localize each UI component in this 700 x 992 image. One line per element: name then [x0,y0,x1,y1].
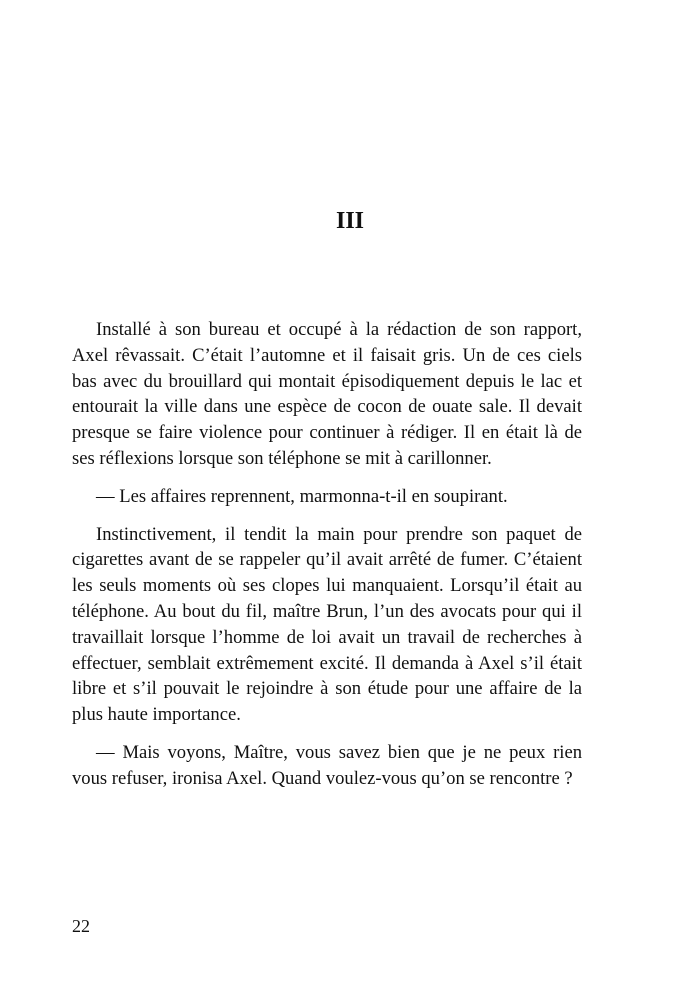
paragraph: Instinctivement, il tendit la main pour prendre son paquet de cigarettes avant de se rappeler qu’il avait arrêté de fumer. C’étaient les seuls moments où ses clopes lui manquaient. Lorsqu’il était au téléphone. Au bout du fil, maître Brun, l’un des avocats pour qui il travaillait lorsque l’homme de loi avait un travail de recherches à effectuer, semblait extrêmement excité. Il demanda à Axel s’il était libre et s’il pouvait le rejoindre à son étude pour une affaire de la plus haute importance. [72,523,582,726]
page-number: 22 [72,916,90,936]
paragraph: — Mais voyons, Maître, vous savez bien que je ne peux rien vous refuser, ironisa Axel. Quand voulez-vous qu’on se rencontre ? [72,741,582,789]
chapter-title: III [335,208,365,234]
paragraph: — Les affaires reprennent, marmonna-t-il en soupirant. [96,485,508,507]
body-text [72,317,582,792]
paragraph: Installé à son bureau et occupé à la rédaction de son rapport, Axel rêvassait. C’était l’automne et il faisait gris. Un de ces ciels bas avec du brouillard qui montait épisodiquement depuis le lac et entourait la ville dans une espèce de cocon de ouate sale. Il devait presque se faire violence pour continuer à rédiger. Il en était là de ses réflexions lorsque son téléphone se mit à carillonner. [72,319,582,469]
